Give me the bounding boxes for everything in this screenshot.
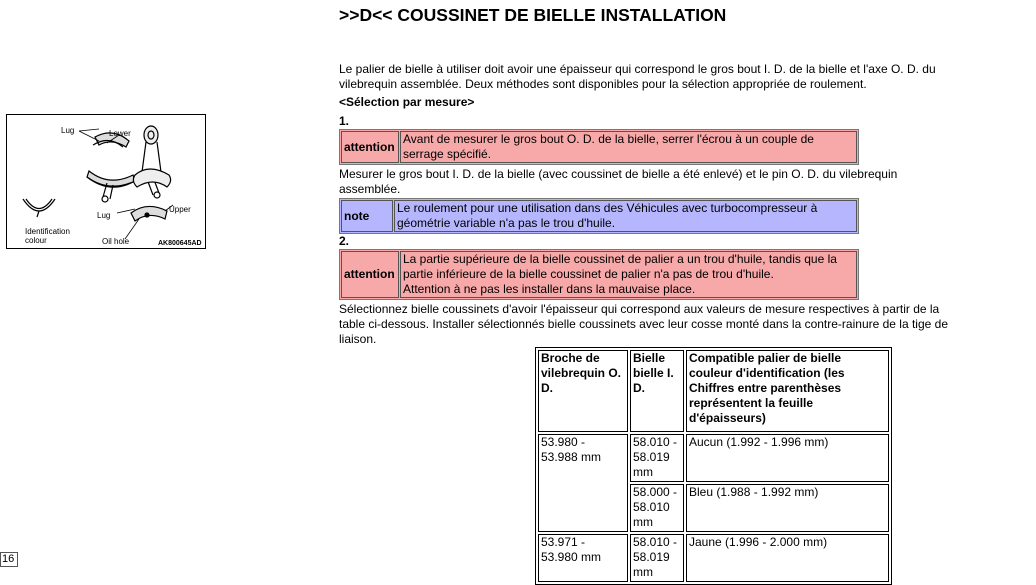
identification-label-line2: colour <box>25 236 47 245</box>
table-row <box>538 434 889 482</box>
cell-bearing-colour: Jaune (1.996 - 2.000 mm) <box>686 534 889 582</box>
step-2-number: 2. <box>339 234 350 248</box>
identification-label-line1: Identification <box>25 227 70 236</box>
cell-bearing-colour: Aucun (1.992 - 1.996 mm) <box>686 434 889 482</box>
page-number: 16 <box>0 552 18 567</box>
oil-hole-label: Oil hole <box>102 237 130 246</box>
attention-box-1 <box>339 129 859 165</box>
intro-paragraph: Le palier de bielle à utiliser doit avoir une épaisseur qui correspond le gros bout I. D. de la bielle et l'axe O. D. du vilebrequin assemblée. Deux méthodes sont disponibles pour la sélection appropriée de roulement. <box>339 62 936 91</box>
cell-bore-id: 58.010 - 58.019 mm <box>630 434 684 482</box>
lug-label-top: Lug <box>61 126 75 135</box>
note-box <box>339 198 859 234</box>
cell-bore-id: 58.000 - 58.010 mm <box>630 484 684 532</box>
step-1-number: 1. <box>339 114 350 128</box>
attention-box-2 <box>339 249 859 300</box>
lug-label-bottom: Lug <box>97 211 111 220</box>
note-text: Le roulement pour une utilisation dans des Véhicules avec turbocompresseur à géométrie variable n'a pas le trou d'huile. <box>394 200 857 232</box>
cell-crankpin-od: 53.980 - 53.988 mm <box>538 434 628 532</box>
cell-bore-id: 58.010 - 58.019 mm <box>630 534 684 582</box>
attention-text-2-line2: Attention à ne pas les installer dans la mauvaise place. <box>403 282 696 296</box>
header-bearing-colour: Compatible palier de bielle couleur d'identification (les Chiffres entre parenthèses représentent la feuille d'épaisseurs) <box>686 350 889 432</box>
header-bore-id: Bielle bielle I. D. <box>630 350 684 432</box>
cell-crankpin-od: 53.971 - 53.980 mm <box>538 534 628 582</box>
select-paragraph: Sélectionnez bielle coussinets d'avoir l'épaisseur qui correspond aux valeurs de mesure respectives à partir de la table ci-dessous. Installer sélectionnés bielle coussinets avec leur cosse monté dans la contre-rainure de la tige de liaison. <box>339 302 948 346</box>
attention-text-2-line1: La partie supérieure de la bielle coussinet de palier a un trou d'huile, tandis que la partie inférieure de la bielle coussinet de palier n'a pas de trou d'huile. <box>403 252 837 281</box>
table-row <box>538 534 889 582</box>
page-title: >>D<< COUSSINET DE BIELLE INSTALLATION <box>339 5 727 25</box>
bearing-selection-table <box>535 347 892 585</box>
table-header-row <box>538 350 889 432</box>
selection-heading: <Sélection par mesure> <box>339 95 475 109</box>
connecting-rod-bearing-figure <box>6 114 206 249</box>
note-label: note <box>341 200 393 232</box>
header-crankpin-od: Broche de vilebrequin O. D. <box>538 350 628 432</box>
figure-id: AK800645AD <box>158 240 202 247</box>
attention-text: Avant de mesurer le gros bout O. D. de la bielle, serrer l'écrou à un couple de serrage spécifié. <box>400 131 857 163</box>
attention-label: attention <box>341 131 399 163</box>
attention-text-2 <box>400 251 857 298</box>
upper-label: Upper <box>169 205 191 214</box>
attention-label-2: attention <box>341 251 399 298</box>
cell-bearing-colour: Bleu (1.988 - 1.992 mm) <box>686 484 889 532</box>
measure-paragraph: Mesurer le gros bout I. D. de la bielle (avec coussinet de bielle a été enlevé) et le pin O. D. du vilebrequin assemblée. <box>339 167 898 196</box>
lower-label: Lower <box>109 129 131 138</box>
